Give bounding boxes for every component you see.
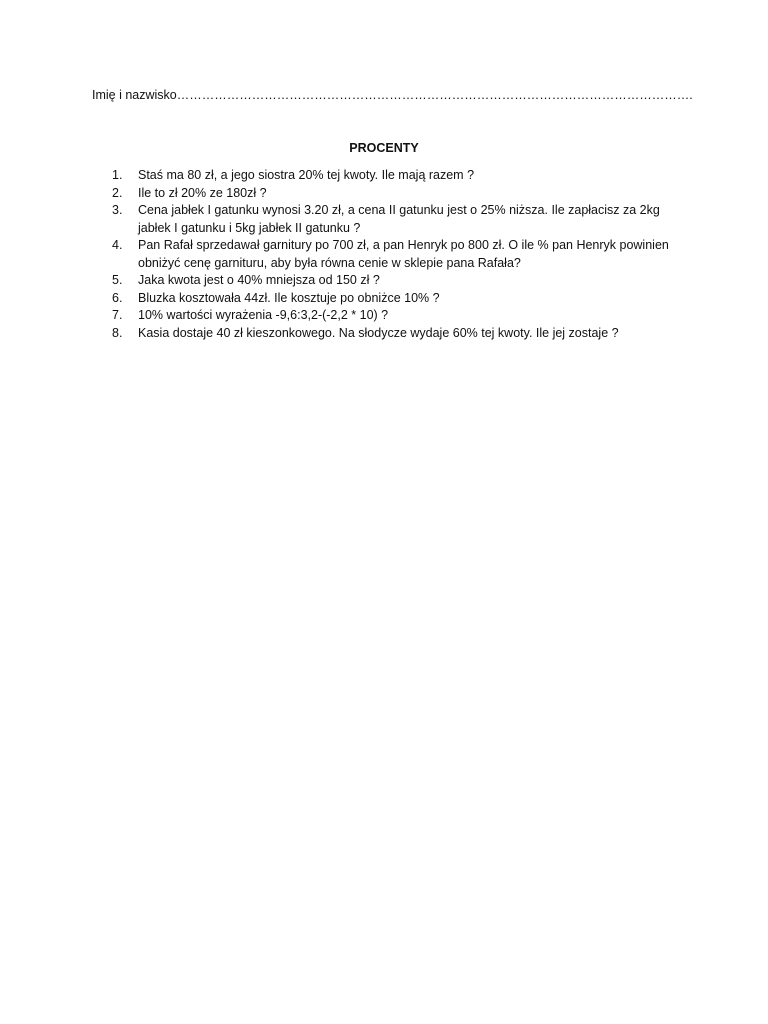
question-number: 4. <box>112 238 123 252</box>
list-item <box>112 202 672 237</box>
question-text: Staś ma 80 zł, a jego siostra 20% tej kwoty. Ile mają razem ? <box>138 168 475 182</box>
question-text: Ile to zł 20% ze 180zł ? <box>138 185 267 200</box>
page-title: PROCENTY <box>349 141 419 155</box>
list-item <box>112 272 672 290</box>
question-number: 5. <box>112 273 123 287</box>
question-number: 7. <box>112 308 123 322</box>
question-text: Kasia dostaje 40 zł kieszonkowego. Na słodycze wydaje 60% tej kwoty. Ile jej zostaje ? <box>138 325 619 340</box>
name-field-line: Imię i nazwisko……………………………………………………………………………………………………………. <box>92 88 693 102</box>
question-number: 3. <box>112 203 123 217</box>
question-text: Pan Rafał sprzedawał garnitury po 700 zł, a pan Henryk po 800 zł. O ile % pan Henryk powinien obniżyć cenę garnituru, aby była równa cenie w sklepie pana Rafała? <box>138 238 669 270</box>
question-text: Jaka kwota jest o 40% mniejsza od 150 zł ? <box>138 273 380 287</box>
list-item <box>112 237 672 272</box>
question-text: Bluzka kosztowała 44zł. Ile kosztuje po obniżce 10% ? <box>138 290 440 305</box>
list-item <box>112 185 672 203</box>
question-number: 1. <box>112 168 123 182</box>
list-item <box>112 167 672 185</box>
question-number: 8. <box>112 325 123 340</box>
question-number: 6. <box>112 290 123 305</box>
question-text: 10% wartości wyrażenia -9,6:3,2-(-2,2 * 10) ? <box>138 308 389 322</box>
question-text: Cena jabłek I gatunku wynosi 3.20 zł, a cena II gatunku jest o 25% niższa. Ile zapłacisz za 2kg jabłek I gatunku i 5kg jabłek II gatunku ? <box>138 203 660 235</box>
question-list <box>112 167 672 342</box>
list-item <box>112 325 672 343</box>
list-item <box>112 290 672 308</box>
list-item <box>112 307 672 325</box>
question-number: 2. <box>112 185 123 200</box>
